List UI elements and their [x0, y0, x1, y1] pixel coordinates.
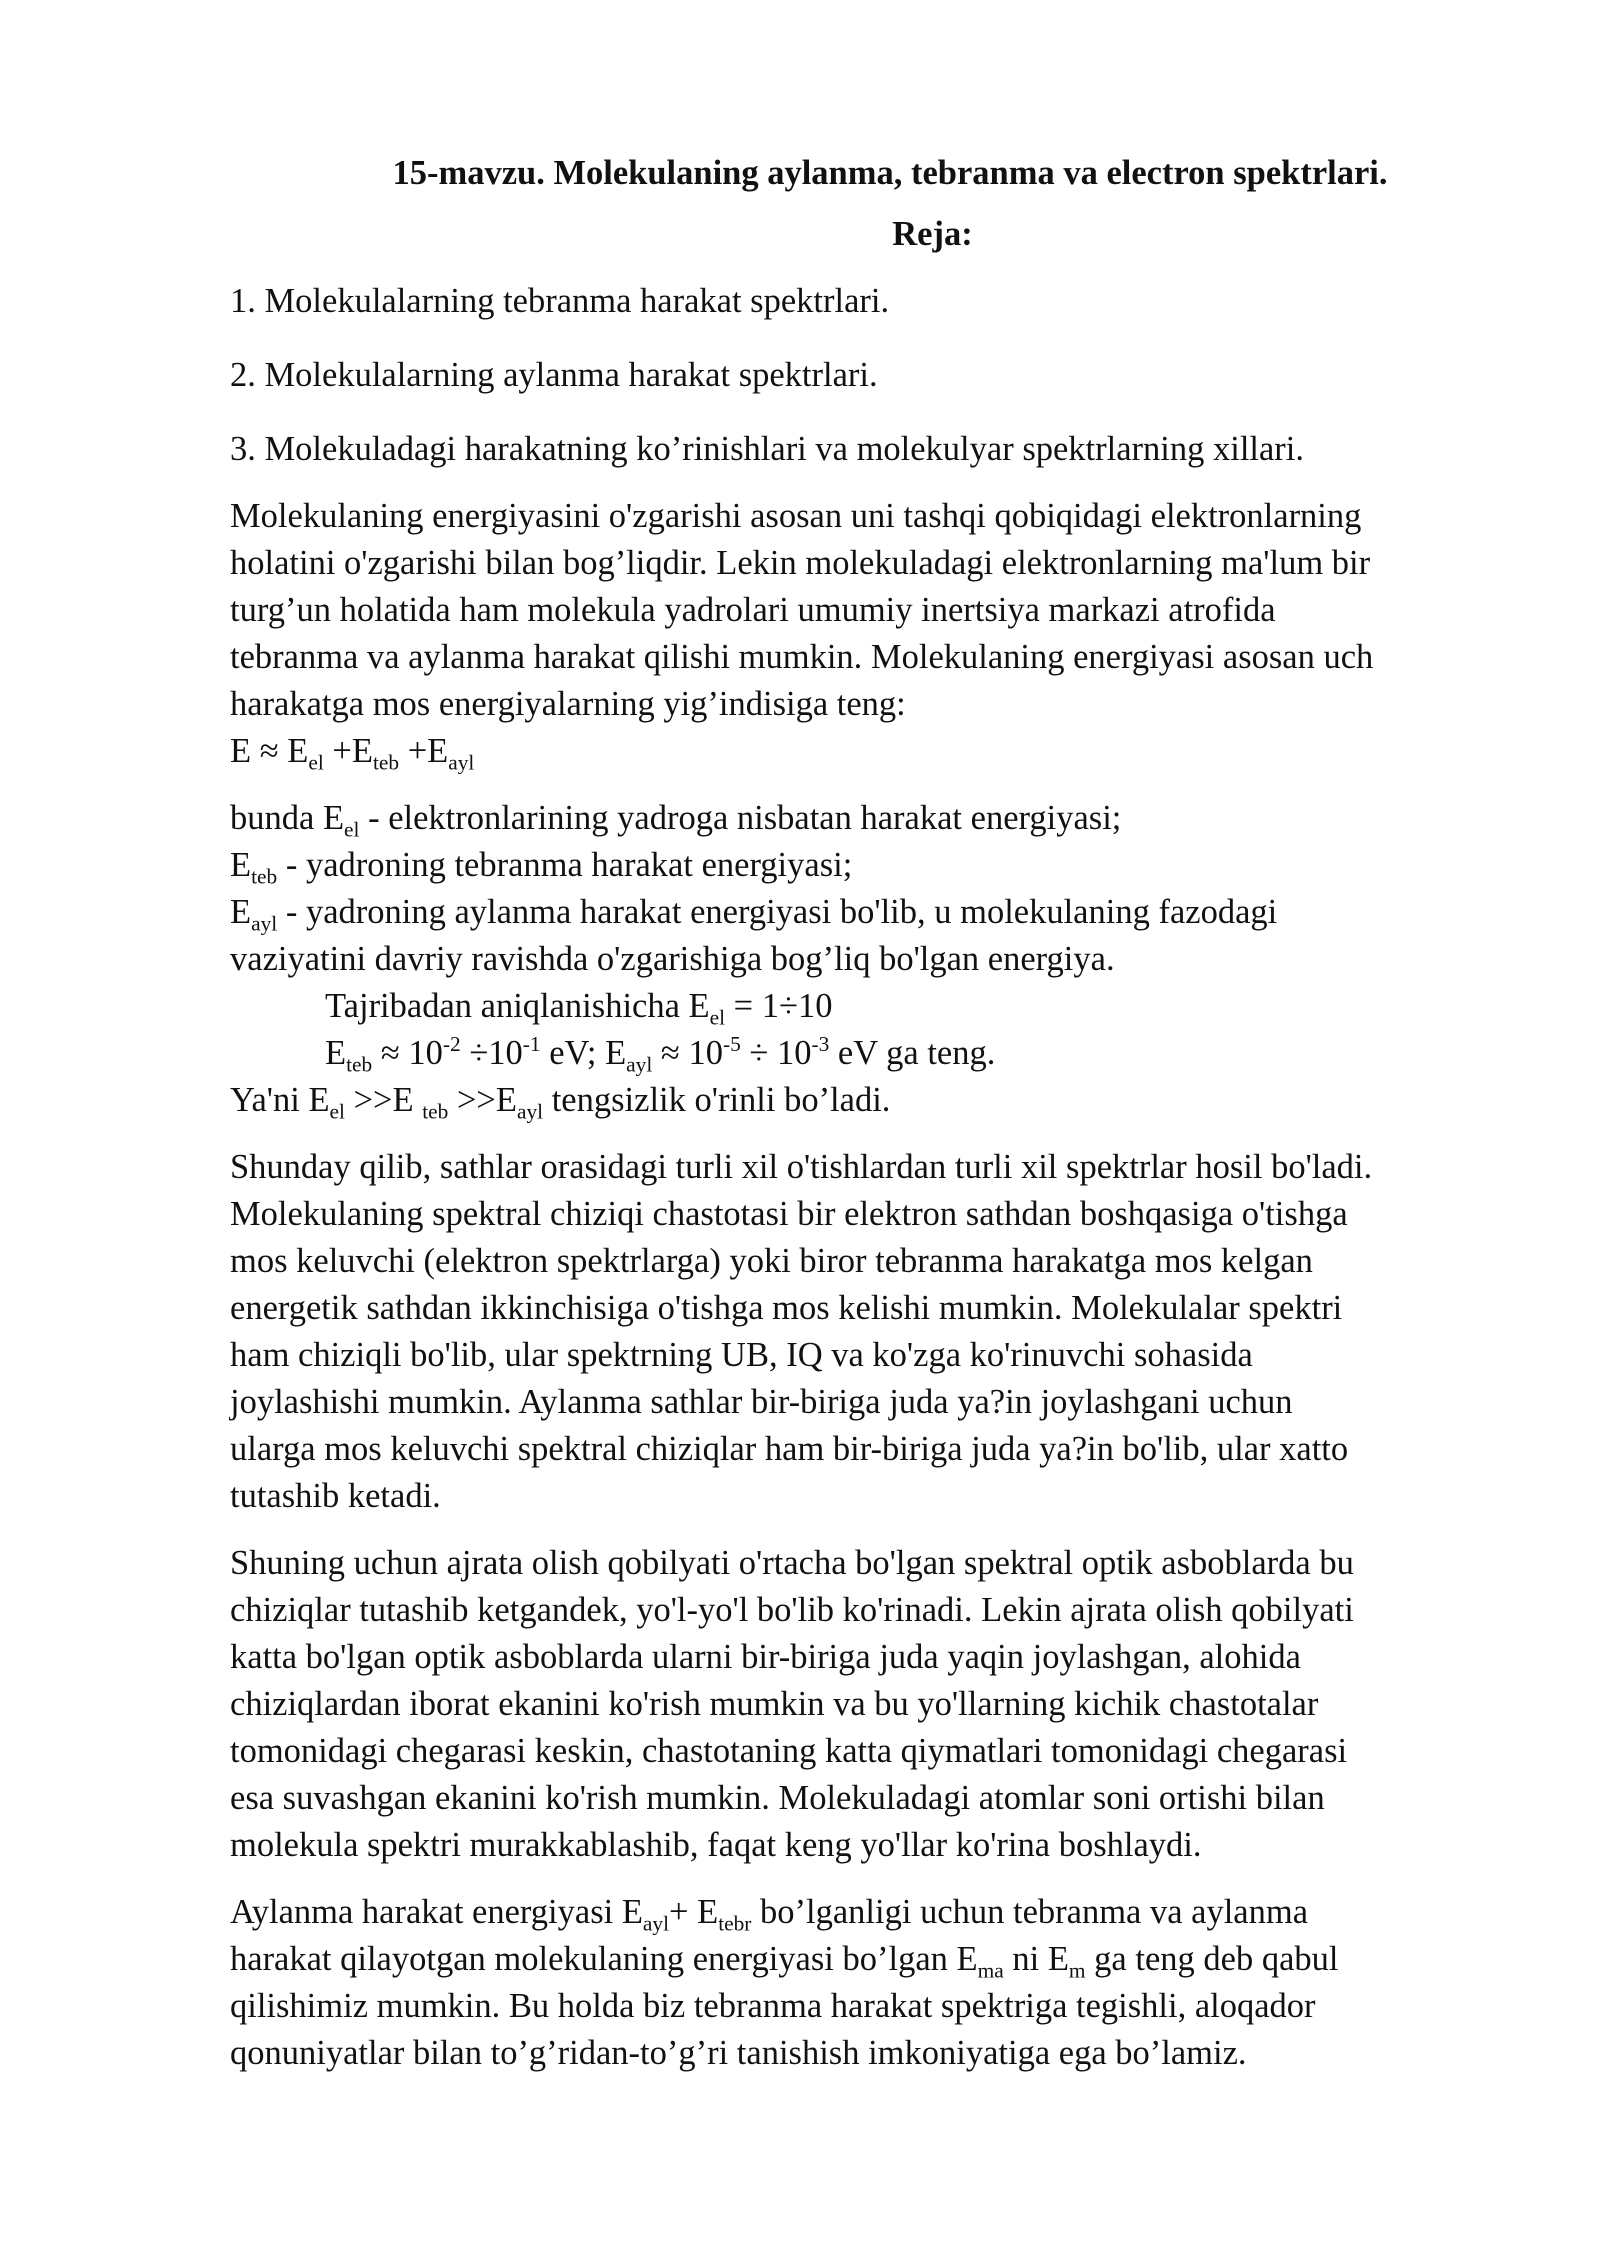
text-span: +E — [323, 732, 373, 770]
text-span: ayl — [626, 1052, 653, 1077]
document-content — [230, 150, 1500, 2097]
text-span: bunda E — [230, 799, 345, 837]
text-line: tutashib ketadi. — [230, 1477, 441, 1515]
text-line: energetik sathdan ikkinchisiga o'tishga mos kelishi mumkin. Molekulalar spektri — [230, 1289, 1343, 1327]
text-line: Molekulaning energiyasini o'zgarishi asosan uni tashqi qobiqidagi elektronlarning — [230, 497, 1362, 535]
text-span: +E — [399, 732, 449, 770]
experiment-line-1 — [230, 983, 1500, 1030]
intro-paragraph — [230, 493, 1500, 728]
text-span: -3 — [811, 1032, 830, 1057]
text-span: = 1÷10 — [725, 987, 833, 1025]
text-span: teb — [346, 1052, 373, 1077]
text-line: qilishimiz mumkin. Bu holda biz tebranma harakat spektriga tegishli, aloqador — [230, 1987, 1316, 2025]
text-span: tengsizlik o'rinli bo’ladi. — [543, 1081, 891, 1119]
text-span: E — [230, 846, 252, 884]
text-span: ≈ — [251, 732, 288, 770]
text-span: ni E — [1003, 1940, 1069, 1978]
spectra-paragraph — [230, 1144, 1500, 1520]
text-span: ≈ 10 — [652, 1034, 723, 1072]
text-line: ularga mos keluvchi spektral chiziqlar ham bir-biriga juda ya?in bo'lib, ular xatto — [230, 1430, 1349, 1468]
text-span: >>E — [448, 1081, 517, 1119]
text-span: -1 — [522, 1032, 541, 1057]
text-span: E — [325, 1034, 347, 1072]
text-span: teb — [422, 1099, 449, 1124]
text-line: Shunday qilib, sathlar orasidagi turli xil o'tishlardan turli xil spektrlar hosil bo'ladi. — [230, 1148, 1373, 1186]
text-span: el — [308, 750, 324, 775]
text-span: ÷10 — [460, 1034, 523, 1072]
plan-item-1: 1. Molekulalarning tebranma harakat spektrlari. — [230, 282, 890, 320]
text-span: ayl — [516, 1099, 544, 1124]
text-line: molekula spektri murakkablashib, faqat keng yo'llar ko'rina boshlaydi. — [230, 1826, 1202, 1864]
text-span: ÷ 10 — [740, 1034, 812, 1072]
text-span: el — [709, 1005, 726, 1030]
conclusion-line-2 — [230, 1936, 1500, 1983]
text-span: - elektronlarining yadroga nisbatan harakat energiyasi; — [359, 799, 1122, 837]
resolution-paragraph — [230, 1540, 1500, 1869]
text-line: Shuning uchun ajrata olish qobilyati o'rtacha bo'lgan spektral optik asboblarda bu — [230, 1544, 1354, 1582]
text-span: el — [344, 817, 360, 842]
text-span: E — [230, 893, 252, 931]
text-span: harakat qilayotgan molekulaning energiyasi bo’lgan E — [230, 1940, 978, 1978]
text-span: eV ga teng. — [829, 1034, 996, 1072]
text-span: ga teng deb qabul — [1085, 1940, 1339, 1978]
definitions-block — [230, 795, 1500, 1124]
text-line: chiziqlardan iborat ekanini ko'rish mumkin va bu yo'llarning kichik chastotalar — [230, 1685, 1319, 1723]
text-line: katta bo'lgan optik asboblarda ularni bir-biriga juda yaqin joylashgan, alohida — [230, 1638, 1301, 1676]
text-span: el — [329, 1099, 345, 1124]
plan-item-2: 2. Molekulalarning aylanma harakat spektrlari. — [230, 356, 878, 394]
text-span: + E — [669, 1893, 719, 1931]
energy-formula — [230, 728, 1500, 775]
def-electronic — [230, 795, 1500, 842]
text-span: Tajribadan aniqlanishicha E — [325, 987, 710, 1025]
text-span: teb — [251, 864, 278, 889]
text-span: m — [1068, 1958, 1086, 1983]
text-span: E — [287, 732, 309, 770]
text-line: mos keluvchi (elektron spektrlarga) yoki biror tebranma harakatga mos kelgan — [230, 1242, 1313, 1280]
text-line: tebranma va aylanma harakat qilishi mumkin. Molekulaning energiyasi asosan uch — [230, 638, 1374, 676]
text-line: turg’un holatida ham molekula yadrolari umumiy inertsiya markazi atrofida — [230, 591, 1276, 629]
text-line: ham chiziqli bo'lib, ular spektrning UB, IQ va ko'zga ko'rinuvchi sohasida — [230, 1336, 1253, 1374]
text-span: E — [230, 732, 252, 770]
text-span: tebr — [718, 1911, 752, 1936]
text-line: chiziqlar tutashib ketgandek, yo'l-yo'l bo'lib ko'rinadi. Lekin ajrata olish qobilyati — [230, 1591, 1354, 1629]
text-span: >>E — [344, 1081, 423, 1119]
text-line: joylashishi mumkin. Aylanma sathlar bir-biriga juda ya?in joylashgani uchun — [230, 1383, 1293, 1421]
document-title: 15-mavzu. Molekulaning aylanma, tebranma va electron spektrlari. — [392, 154, 1388, 192]
conclusion-line-1 — [230, 1889, 1500, 1936]
def-rotational — [230, 889, 1500, 936]
inequality-line — [230, 1077, 1500, 1124]
text-span: ayl — [642, 1911, 670, 1936]
text-line: Molekulaning spektral chiziqi chastotasi bir elektron sathdan boshqasiga o'tishga — [230, 1195, 1348, 1233]
conclusion-paragraph — [230, 1889, 1500, 2077]
text-line: harakatga mos energiyalarning yig’indisiga teng: — [230, 685, 906, 723]
experiment-line-2 — [230, 1030, 1500, 1077]
text-span: - yadroning tebranma harakat energiyasi; — [277, 846, 853, 884]
text-line: esa suvashgan ekanini ko'rish mumkin. Molekuladagi atomlar soni ortishi bilan — [230, 1779, 1325, 1817]
text-span: bo’lganligi uchun tebranma va aylanma — [751, 1893, 1309, 1931]
text-span: ayl — [448, 750, 475, 775]
text-span: -5 — [722, 1032, 741, 1057]
text-span: ayl — [251, 911, 278, 936]
text-span: Ya'ni E — [230, 1081, 330, 1119]
text-span: teb — [372, 750, 400, 775]
text-line: holatini o'zgarishi bilan bog’liqdir. Lekin molekuladagi elektronlarning ma'lum bir — [230, 544, 1371, 582]
text-line: vaziyatini davriy ravishda o'zgarishiga bog’liq bo'lgan energiya. — [230, 940, 1115, 978]
text-span: Aylanma harakat energiyasi E — [230, 1893, 643, 1931]
text-line: tomonidagi chegarasi keskin, chastotaning katta qiymatlari tomonidagi chegarasi — [230, 1732, 1348, 1770]
text-span: - yadroning aylanma harakat energiyasi bo'lib, u molekulaning fazodagi — [277, 893, 1278, 931]
plan-heading: Reja: — [892, 215, 973, 253]
plan-item-3: 3. Molekuladagi harakatning ko’rinishlari va molekulyar spektrlarning xillari. — [230, 430, 1304, 468]
text-line: qonuniyatlar bilan to’g’ridan-to’g’ri tanishish imkoniyatiga ega bo’lamiz. — [230, 2034, 1247, 2072]
def-vibrational — [230, 842, 1500, 889]
text-span: -2 — [442, 1032, 461, 1057]
text-span: ≈ 10 — [372, 1034, 443, 1072]
text-span: ma — [977, 1958, 1004, 1983]
text-span: eV; E — [540, 1034, 627, 1072]
